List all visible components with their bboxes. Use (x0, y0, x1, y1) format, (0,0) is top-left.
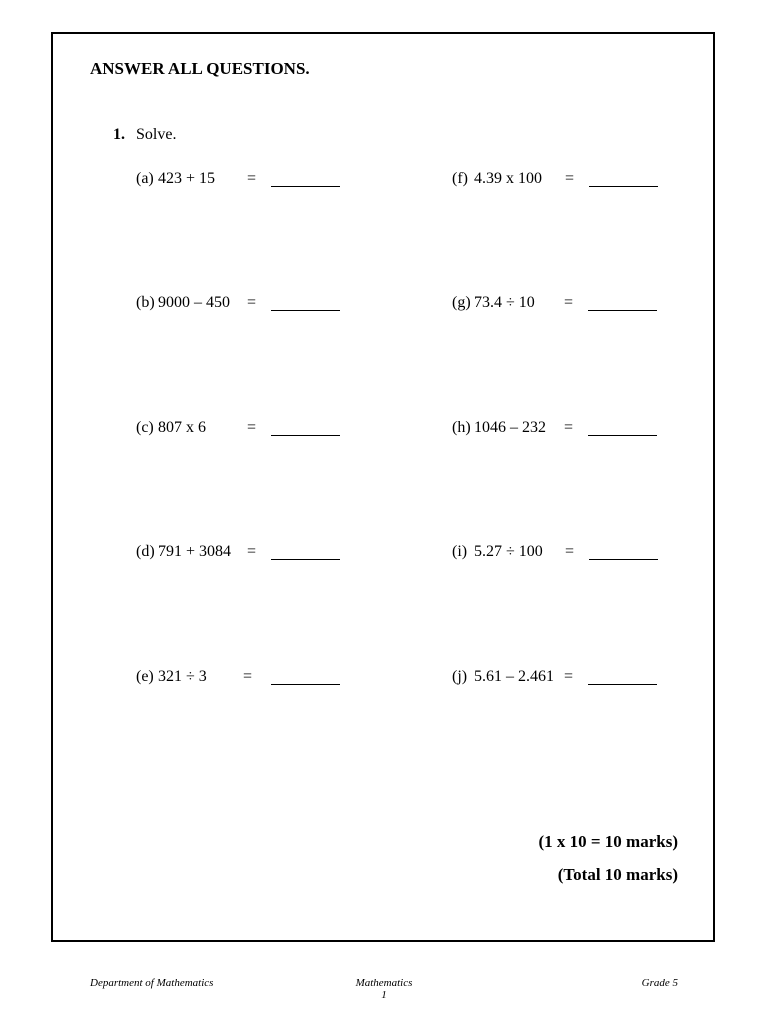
item-label: (h) (452, 419, 471, 436)
answer-blank[interactable] (588, 668, 657, 685)
answer-blank[interactable] (271, 668, 340, 685)
equals-sign: = (247, 543, 257, 560)
equals-sign: = (247, 419, 257, 436)
item-label: (f) (452, 170, 468, 187)
answer-blank[interactable] (271, 419, 340, 436)
equals-sign: = (564, 668, 574, 685)
equals-sign: = (565, 170, 575, 187)
footer-subject-name: Mathematics (355, 977, 413, 989)
answer-blank[interactable] (588, 419, 657, 436)
footer-subject (334, 977, 434, 1001)
item-expression: 791 + 3084 (158, 543, 232, 560)
page-border (51, 32, 715, 942)
equals-sign: = (247, 170, 257, 187)
answer-blank[interactable] (271, 170, 340, 187)
equals-sign: = (564, 294, 574, 311)
equals-sign: = (565, 543, 575, 560)
item-expression: 4.39 x 100 (474, 170, 542, 187)
item-label: (d) (136, 543, 155, 560)
item-label: (b) (136, 294, 155, 311)
item-label: (j) (452, 668, 468, 685)
footer-grade: Grade 5 (641, 977, 678, 989)
equals-sign: = (247, 294, 257, 311)
item-label: (c) (136, 419, 154, 436)
answer-blank[interactable] (588, 294, 657, 311)
item-expression: 1046 – 232 (474, 419, 546, 436)
item-label: (e) (136, 668, 154, 685)
instructions-heading: ANSWER ALL QUESTIONS. (90, 59, 310, 78)
item-expression: 73.4 ÷ 10 (474, 294, 535, 311)
item-label: (i) (452, 543, 468, 560)
answer-blank[interactable] (589, 170, 658, 187)
item-label: (a) (136, 170, 154, 187)
item-expression: 423 + 15 (158, 170, 216, 187)
marks-breakdown: (1 x 10 = 10 marks) (538, 832, 678, 851)
answer-blank[interactable] (589, 543, 658, 560)
marks-total: (Total 10 marks) (557, 865, 678, 884)
footer-department: Department of Mathematics (90, 977, 214, 989)
answer-blank[interactable] (271, 294, 340, 311)
answer-blank[interactable] (271, 543, 340, 560)
item-expression: 5.27 ÷ 100 (474, 543, 543, 560)
equals-sign: = (564, 419, 574, 436)
item-expression: 321 ÷ 3 (158, 668, 207, 685)
item-label: (g) (452, 294, 471, 311)
question-text: Solve. (136, 126, 177, 143)
question-number: 1. (113, 126, 125, 143)
equals-sign: = (243, 668, 253, 685)
item-expression: 9000 – 450 (158, 294, 230, 311)
item-expression: 807 x 6 (158, 419, 206, 436)
page-number: 1 (381, 989, 387, 1001)
item-expression: 5.61 – 2.461 (474, 668, 554, 685)
